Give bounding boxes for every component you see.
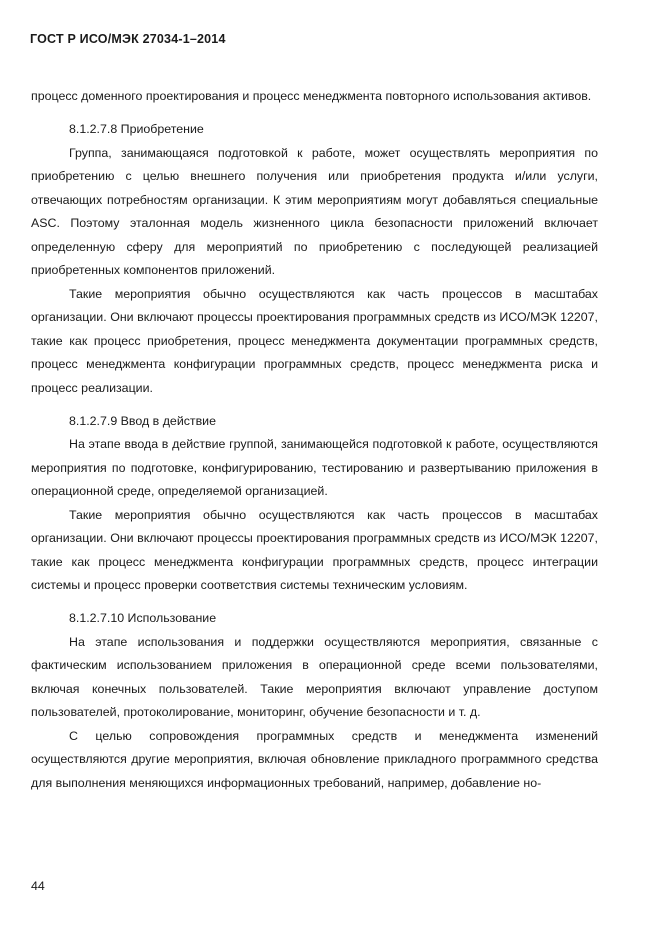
page-number: 44 bbox=[31, 879, 45, 893]
paragraph: На этапе ввода в действие группой, занимающейся подготовкой к работе, осуществляются мероприятия по подготовке, конфигурированию, тестированию и развертыванию приложения в операционной среде, определяемой организацией. bbox=[31, 437, 598, 498]
paragraph-continuation: процесс доменного проектирования и процесс менеджмента повторного использования активов. bbox=[31, 89, 592, 103]
section-heading-commissioning: 8.1.2.7.9 Ввод в действие bbox=[69, 413, 216, 428]
document-body bbox=[31, 85, 598, 795]
section-heading-usage: 8.1.2.7.10 Использование bbox=[69, 611, 217, 625]
paragraph: Группа, занимающаяся подготовкой к работе, может осуществлять мероприятия по приобретению с целью внешнего получения или приобретения продукта и/или услуги, отвечающих потребностям организации. К этим мероприятиям могут добавляться специальные ASC. Поэтому эталонная модель жизненного цикла безопасности приложений включает определенную сферу для мероприятий по приобретению с последующей реализацией приобретенных компонентов приложений. bbox=[31, 145, 598, 277]
paragraph: Такие мероприятия обычно осуществляются как часть процессов в масштабах организации. Они включают процессы проектирования программных средств из ИСО/МЭК 12207, такие как процесс приобретения, процесс менеджмента документации программных средств, процесс менеджмента конфигурации программных средств, процесс менеджмента риска и процесс реализации. bbox=[31, 286, 598, 395]
standard-header: ГОСТ Р ИСО/МЭК 27034-1–2014 bbox=[30, 32, 226, 46]
paragraph: На этапе использования и поддержки осуществляются мероприятия, связанные с фактическим использованием приложения в операционной среде всеми пользователями, включая конечных пользователей. Такие мероприятия включают управление доступом пользователей, протоколирование, мониторинг, обучение безопасности и т. д. bbox=[31, 634, 598, 719]
paragraph: Такие мероприятия обычно осуществляются как часть процессов в масштабах организации. Они включают процессы проектирования программных средств из ИСО/МЭК 12207, такие как процесс менеджмента конфигурации программных средств, процесс интеграции системы и процесс проверки соответствия системы техническим условиям. bbox=[31, 507, 598, 592]
paragraph: С целью сопровождения программных средств и менеджмента изменений осуществляются другие мероприятия, включая обновление прикладного программного средства для выполнения меняющихся информационных требований, например, добавление но- bbox=[31, 728, 598, 790]
section-heading-acquisition: 8.1.2.7.8 Приобретение bbox=[69, 122, 204, 136]
